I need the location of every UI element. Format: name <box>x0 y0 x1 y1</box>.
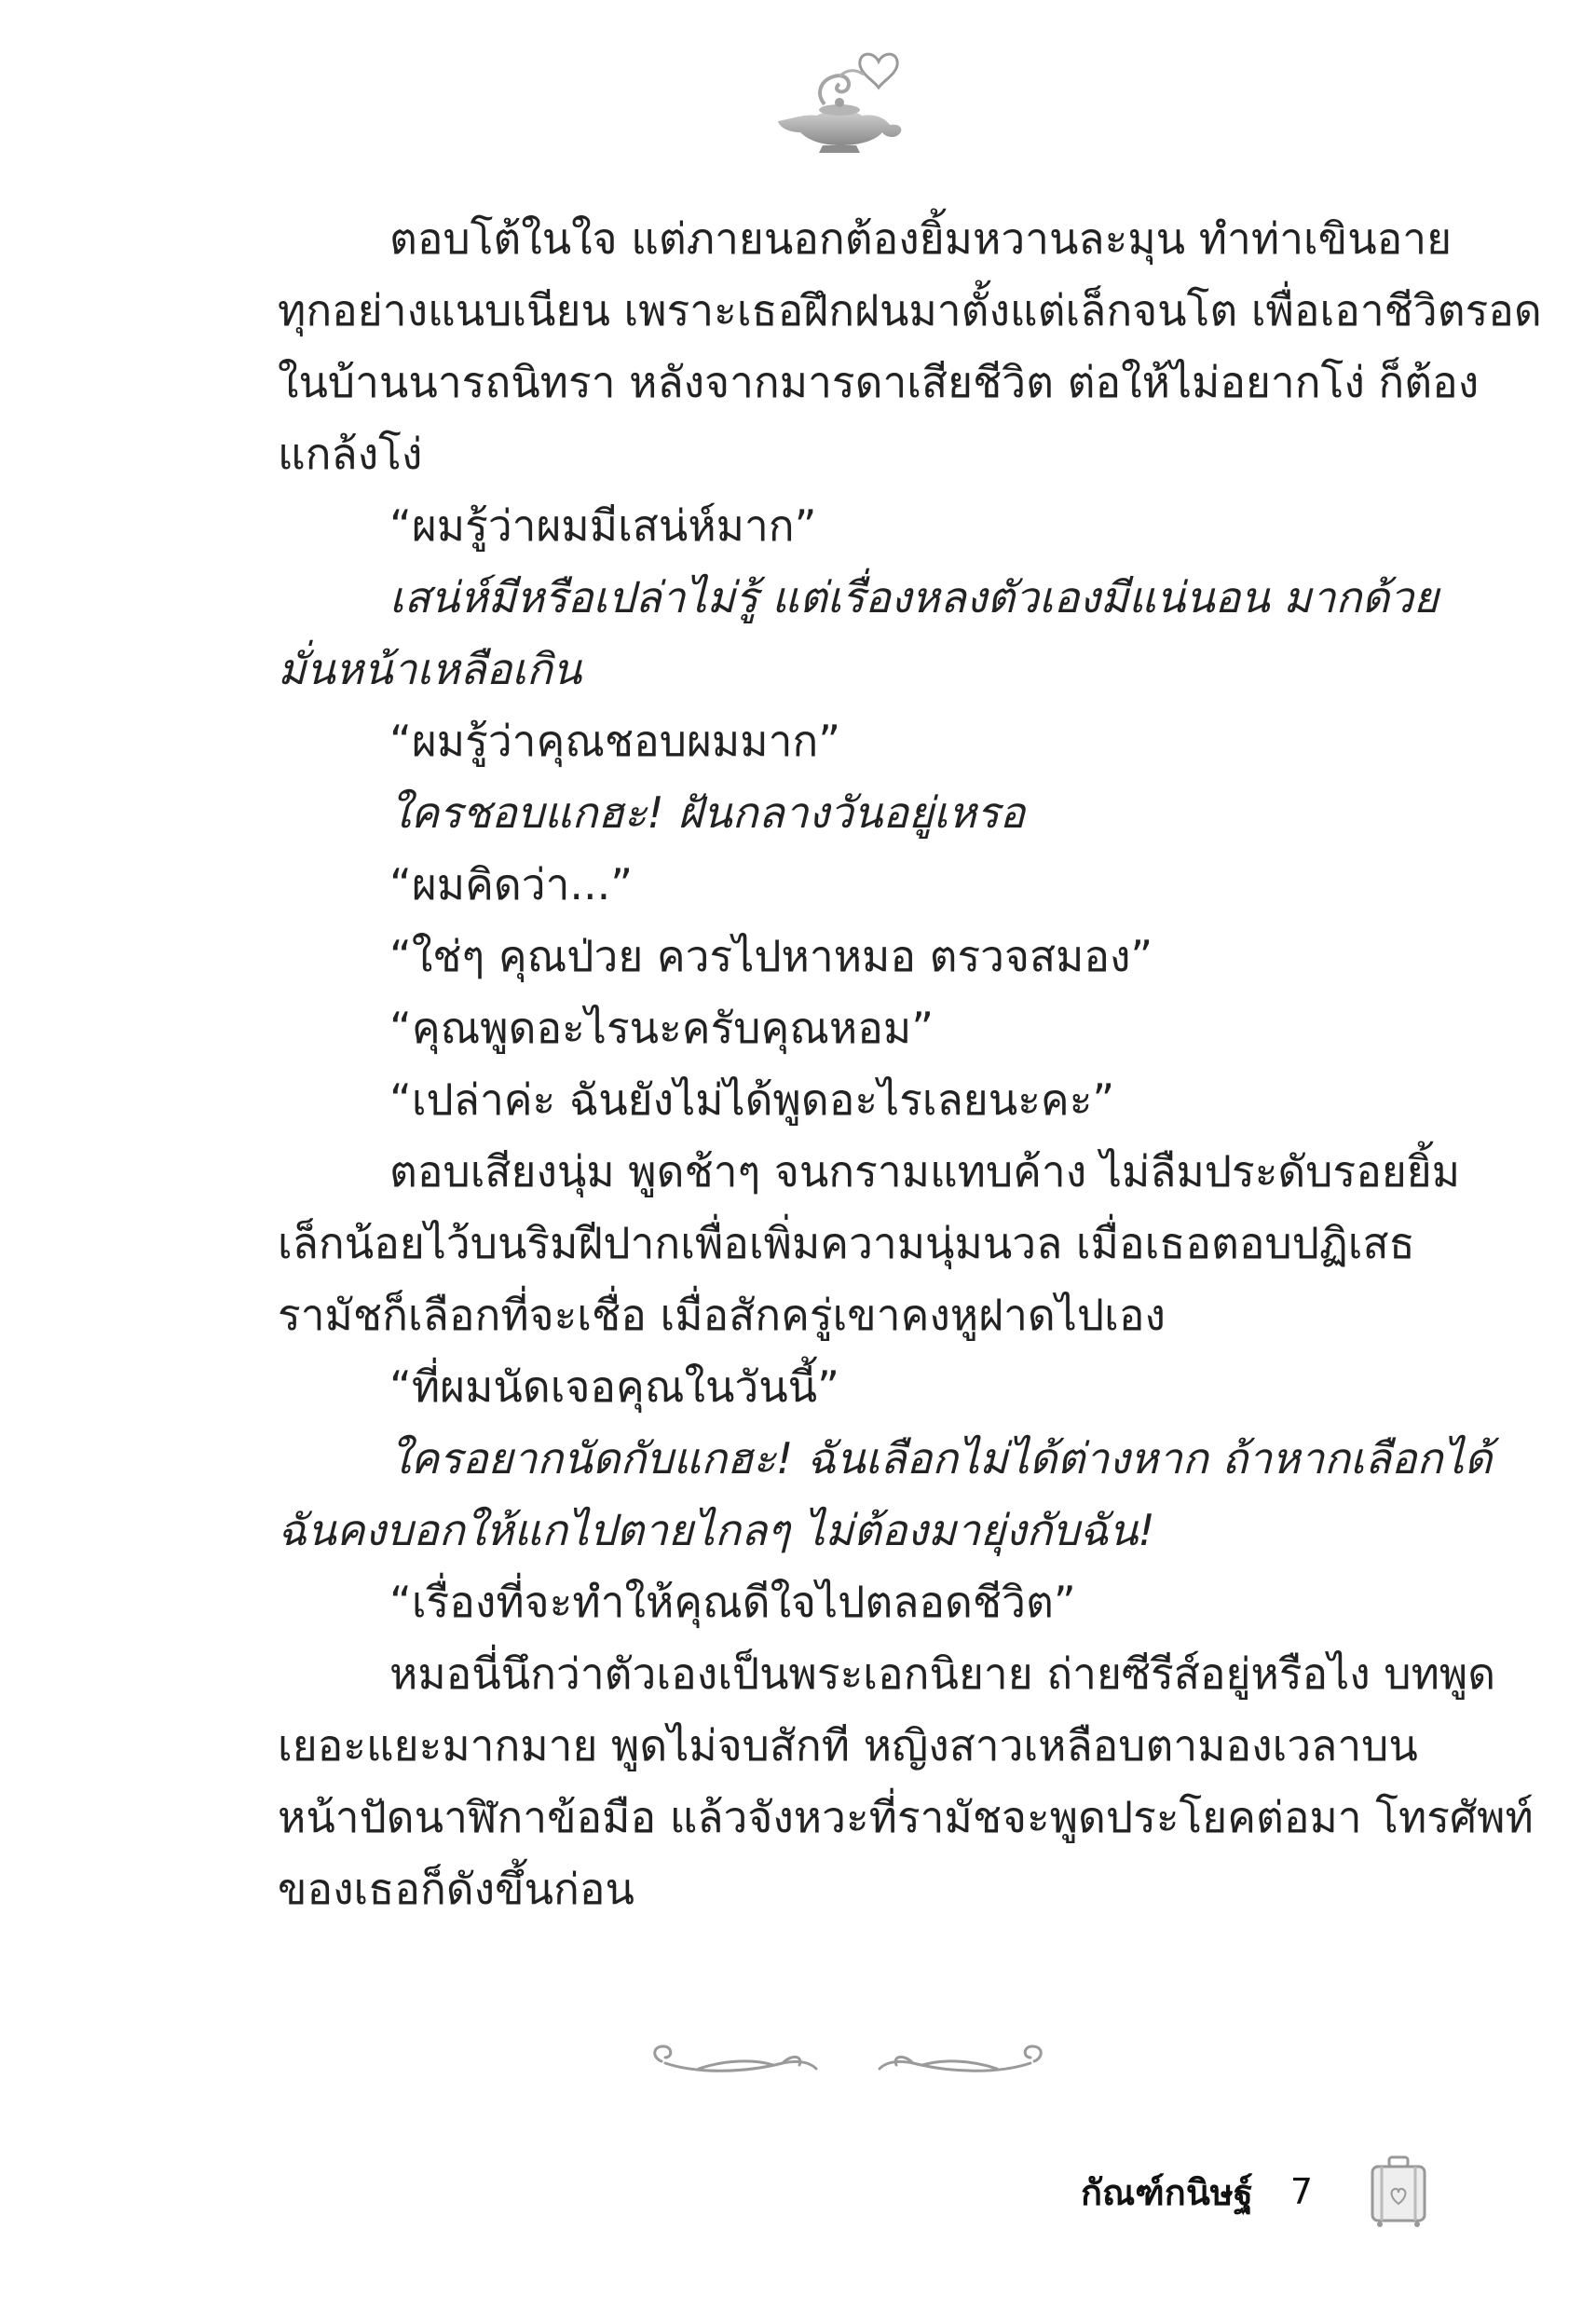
paragraph-line: หน้าปัดนาฬิกาข้อมือ แล้วจังหวะที่รามัชจะพูดประโยคต่อมา โทรศัพท์ <box>278 1792 1534 1842</box>
flourish-divider-icon <box>643 2031 1053 2097</box>
paragraph-line: ของเธอก็ดังขึ้นก่อน <box>278 1864 634 1914</box>
dialogue-line: “ที่ผมนัดเจอคุณในวันนี้” <box>389 1361 839 1412</box>
paragraph-line: หมอนี่นึกว่าตัวเองเป็นพระเอกนิยาย ถ่ายซีรีส์อยู่หรือไง บทพูด <box>389 1648 1496 1699</box>
paragraph-line: เล็กน้อยไว้บนริมฝีปากเพื่อเพิ่มความนุ่มนวล เมื่อเธอตอบปฏิเสธ <box>278 1218 1415 1268</box>
page-footer <box>1081 2164 1428 2220</box>
suitcase-heart-icon <box>1369 2155 1428 2228</box>
dialogue-line: “เรื่องที่จะทำให้คุณดีใจไปตลอดชีวิต” <box>389 1577 1076 1627</box>
inner-thought-line: ใครชอบแกฮะ! ฝันกลางวันอยู่เหรอ <box>389 787 1026 838</box>
dialogue-line: “ผมรู้ว่าคุณชอบผมมาก” <box>389 716 841 766</box>
dialogue-line: “เปล่าค่ะ ฉันยังไม่ได้พูดอะไรเลยนะคะ” <box>389 1074 1115 1125</box>
paragraph-line: ในบ้านนารถนิทรา หลังจากมารดาเสียชีวิต ต่อให้ไม่อยากโง่ ก็ต้อง <box>278 357 1480 407</box>
page-number: 7 <box>1289 2171 1313 2212</box>
inner-thought-line: ใครอยากนัดกับแกฮะ! ฉันเลือกไม่ได้ต่างหาก ถ้าหากเลือกได้ <box>389 1433 1493 1484</box>
paragraph-line: ตอบโต้ในใจ แต่ภายนอกต้องยิ้มหวานละมุน ทำท่าเขินอาย <box>389 213 1453 264</box>
paragraph-line: แกล้งโง่ <box>278 429 423 479</box>
inner-thought-line: มั่นหน้าเหลือเกิน <box>278 644 582 694</box>
inner-thought-line: เสน่ห์มีหรือเปล่าไม่รู้ แต่เรื่องหลงตัวเองมีแน่นอน มากด้วย <box>389 572 1439 622</box>
story-text <box>278 203 1542 1925</box>
genie-lamp-heart-icon <box>759 48 918 160</box>
paragraph-line: รามัชก็เลือกที่จะเชื่อ เมื่อสักครู่เขาคงหูฝาดไปเอง <box>278 1290 1166 1340</box>
inner-thought-line: ฉันคงบอกให้แกไปตายไกลๆ ไม่ต้องมายุ่งกับฉัน! <box>278 1505 1155 1555</box>
dialogue-line: “คุณพูดอะไรนะครับคุณหอม” <box>389 1003 934 1053</box>
dialogue-line: “ใช่ๆ คุณป่วย ควรไปหาหมอ ตรวจสมอง” <box>389 931 1153 981</box>
dialogue-line: “ผมคิดว่า...” <box>389 859 634 909</box>
paragraph-line: เยอะแยะมากมาย พูดไม่จบสักที หญิงสาวเหลือบตามองเวลาบน <box>278 1720 1418 1771</box>
paragraph-line: ทุกอย่างแนบเนียน เพราะเธอฝึกฝนมาตั้งแต่เล็กจนโต เพื่อเอาชีวิตรอด <box>278 285 1542 335</box>
book-title: กัณฑ์กนิษฐ์ <box>1081 2171 1253 2213</box>
dialogue-line: “ผมรู้ว่าผมมีเสน่ห์มาก” <box>389 500 817 551</box>
paragraph-line: ตอบเสียงนุ่ม พูดช้าๆ จนกรามแทบค้าง ไม่ลืมประดับรอยยิ้ม <box>389 1146 1461 1197</box>
